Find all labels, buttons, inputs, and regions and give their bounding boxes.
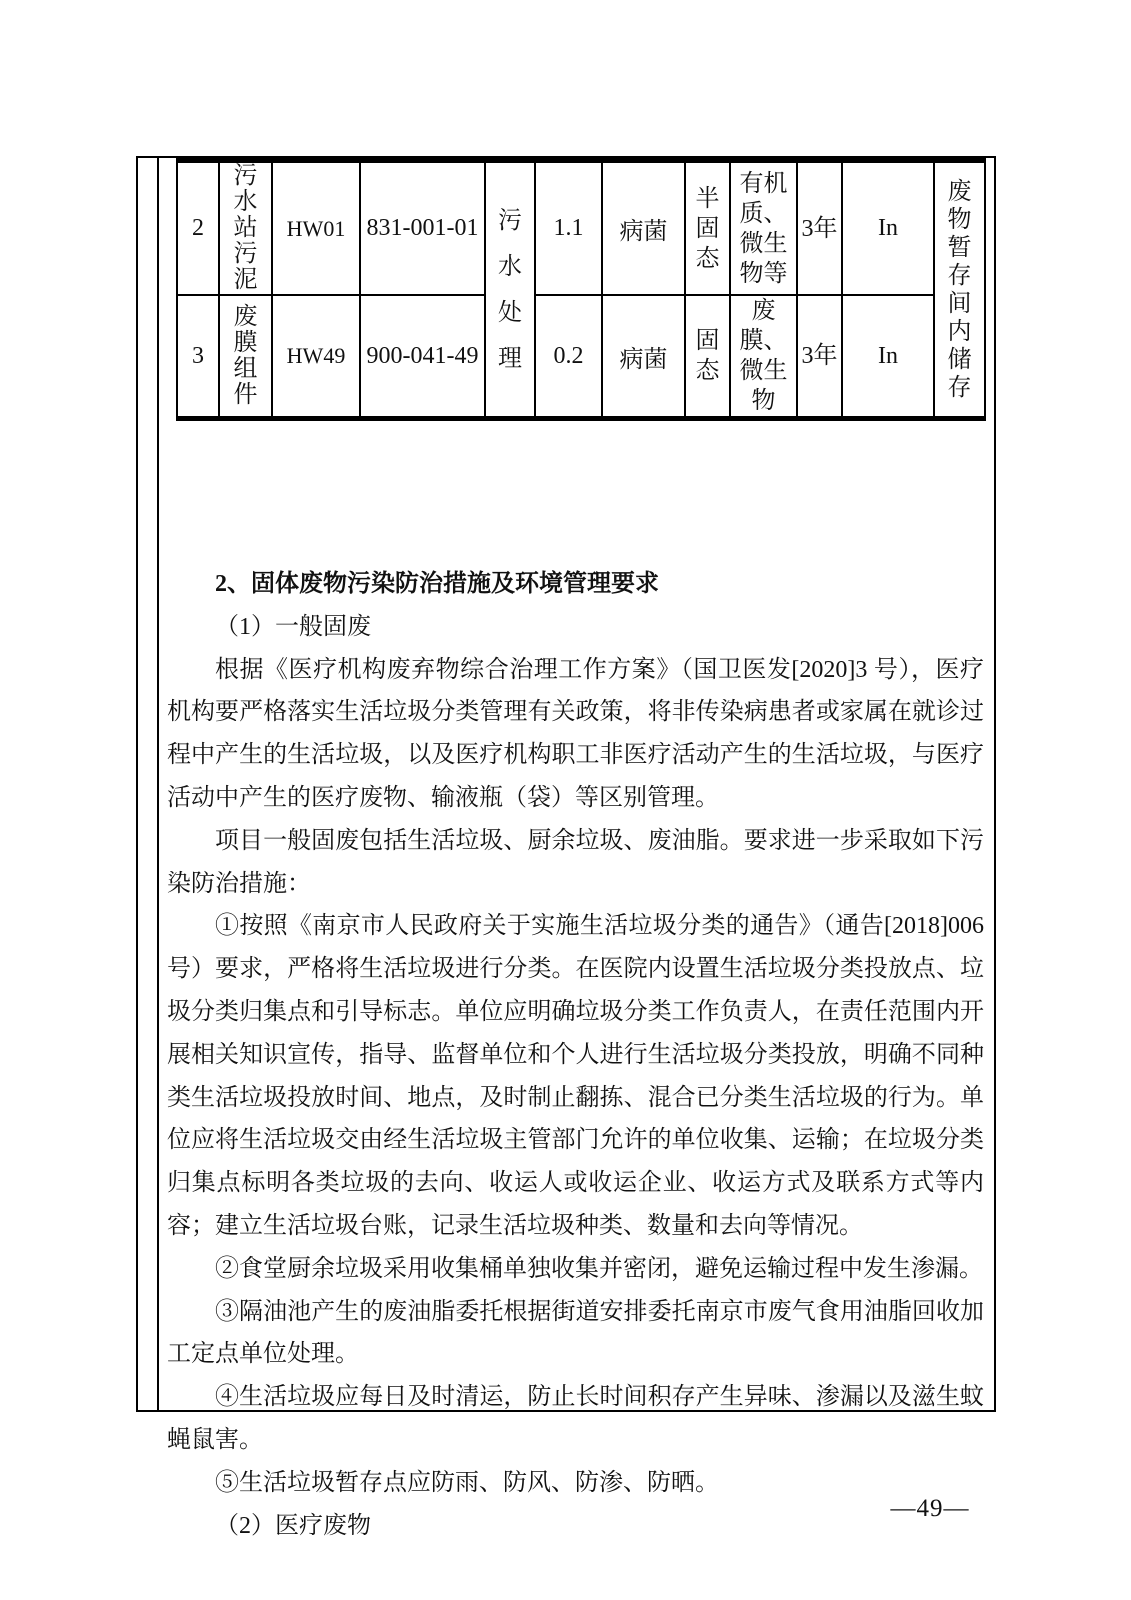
form-cell-frame bbox=[136, 156, 996, 1539]
subsection-heading-1: （1）一般固废 bbox=[215, 613, 371, 640]
cell-waste-name: 废膜组件 bbox=[219, 295, 272, 419]
form-left-strip bbox=[138, 158, 159, 1410]
cell-storage-period: 3年 bbox=[797, 161, 842, 296]
cell-composition: 废膜、微生物 bbox=[730, 295, 797, 419]
cell-amount: 1.1 bbox=[535, 161, 602, 296]
paragraph: ④生活垃圾应每日及时清运，防止长时间积存产生异味、渗漏以及滋生蚊蝇鼠害。 bbox=[167, 1384, 984, 1453]
cell-row-no: 3 bbox=[177, 295, 219, 419]
cell-waste-code: 900-041-49 bbox=[360, 295, 485, 419]
subsection-heading-2: （2）医疗废物 bbox=[215, 1512, 371, 1539]
cell-form: 半固态 bbox=[685, 161, 730, 296]
cell-hw-code: HW01 bbox=[272, 161, 360, 296]
cell-hazard: 病菌 bbox=[602, 161, 685, 296]
page-number: —49— bbox=[890, 1495, 970, 1522]
cell-unit: In bbox=[842, 161, 934, 296]
paragraph: 根据《医疗机构废弃物综合治理工作方案》（国卫医发[2020]3 号），医疗机构要严格落实生活垃圾分类管理有关政策，将非传染病患者或家属在就诊过程中产生的生活垃圾，以及医疗机构职工非医疗活动产生的生活垃圾，与医疗活动中产生的医疗废物、输液瓶（袋）等区别管理。 bbox=[167, 656, 984, 811]
cell-composition: 有机质、微生物等 bbox=[730, 161, 797, 296]
form-cell-content bbox=[161, 158, 994, 1539]
table-row bbox=[177, 161, 985, 296]
cell-amount: 0.2 bbox=[535, 295, 602, 419]
cell-hw-code: HW49 bbox=[272, 295, 360, 419]
table-row bbox=[177, 295, 985, 419]
cell-hazard: 病菌 bbox=[602, 295, 685, 419]
cell-form: 固态 bbox=[685, 295, 730, 419]
paragraph: ②食堂厨余垃圾采用收集桶单独收集并密闭，避免运输过程中发生渗漏。 bbox=[215, 1255, 983, 1282]
cell-storage-period: 3年 bbox=[797, 295, 842, 419]
paragraph: ③隔油池产生的废油脂委托根据街道安排委托南京市废气食用油脂回收加工定点单位处理。 bbox=[167, 1298, 984, 1368]
body-text bbox=[167, 548, 984, 1547]
paragraph: ⑤生活垃圾暂存点应防雨、防风、防渗、防晒。 bbox=[215, 1469, 719, 1496]
section-heading: 2、固体废物污染防治措施及环境管理要求 bbox=[215, 571, 659, 597]
cell-row-no: 2 bbox=[177, 161, 219, 296]
cell-unit: In bbox=[842, 295, 934, 419]
paragraph: ①按照《南京市人民政府关于实施生活垃圾分类的通告》（通告[2018]006 号）要求，严格将生活垃圾进行分类。在医院内设置生活垃圾分类投放点、垃圾分类归集点和引导标志。单位应明确垃圾分类工作负责人，在责任范围内开展相关知识宣传，指导、监督单位和个人进行生活垃圾分类投放，明确不同种类生活垃圾投放时间、地点，及时制止翻拣、混合已分类生活垃圾的行为。单位应将生活垃圾交由经生活垃圾主管部门允许的单位收集、运输；在垃圾分类归集点标明各类垃圾的去向、收运人或收运企业、收运方式及联系方式等内容；建立生活垃圾台账，记录生活垃圾种类、数量和去向等情况。 bbox=[167, 913, 984, 1239]
cell-source: 污水处理 bbox=[485, 161, 535, 419]
hazardous-waste-table bbox=[176, 158, 986, 421]
paragraph: 项目一般固废包括生活垃圾、厨余垃圾、废油脂。要求进一步采取如下污染防治措施： bbox=[167, 827, 984, 897]
cell-waste-name: 污水站污泥 bbox=[219, 161, 272, 296]
cell-waste-code: 831-001-01 bbox=[360, 161, 485, 296]
cell-storage-place: 废物暂存间内储存 bbox=[934, 161, 985, 419]
